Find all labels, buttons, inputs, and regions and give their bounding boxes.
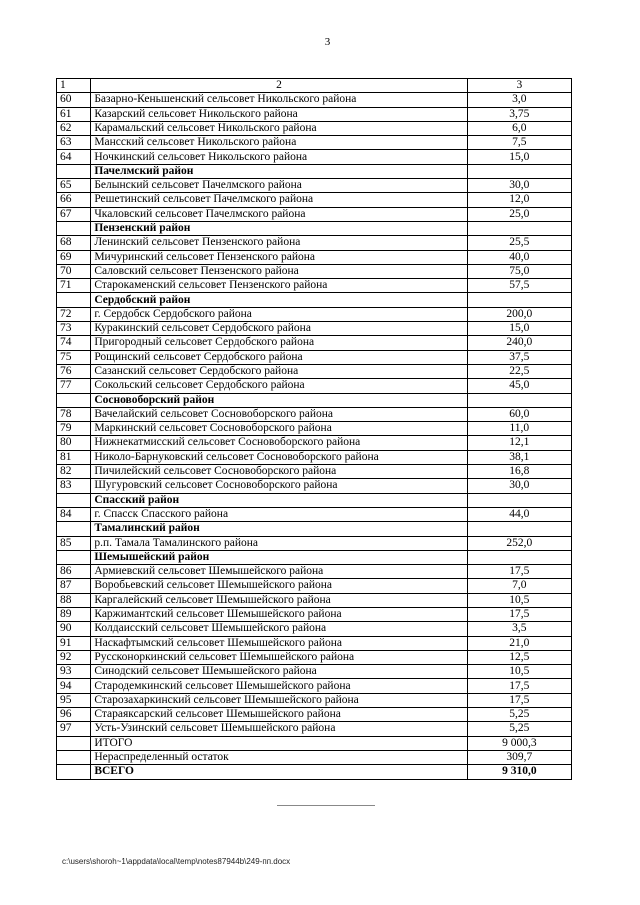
row-name: г. Сердобск Сердобского района [91, 307, 467, 321]
row-number [57, 164, 91, 178]
row-value: 309,7 [467, 750, 571, 764]
table-row [57, 565, 572, 579]
row-name: Мансский сельсовет Никольского района [91, 136, 467, 150]
row-value: 9 000,3 [467, 736, 571, 750]
header-col-1: 1 [57, 79, 91, 93]
table-row [57, 622, 572, 636]
row-value: 17,5 [467, 679, 571, 693]
row-name: Синодский сельсовет Шемышейского района [91, 665, 467, 679]
row-value: 40,0 [467, 250, 571, 264]
row-number: 70 [57, 264, 91, 278]
table-row [57, 193, 572, 207]
row-value: 37,5 [467, 350, 571, 364]
row-name: Шугуровский сельсовет Сосновоборского района [91, 479, 467, 493]
row-value: 45,0 [467, 379, 571, 393]
footnote-divider [277, 805, 375, 806]
section-row [57, 522, 572, 536]
row-value [467, 393, 571, 407]
table-row [57, 336, 572, 350]
page-number: 3 [324, 36, 331, 48]
row-name: Шемышейский район [91, 550, 467, 564]
table-row [57, 536, 572, 550]
table-row [57, 307, 572, 321]
row-value: 12,1 [467, 436, 571, 450]
row-name: Нераспределенный остаток [91, 750, 467, 764]
row-value: 15,0 [467, 150, 571, 164]
row-name: ИТОГО [91, 736, 467, 750]
row-name: г. Спасск Спасского района [91, 507, 467, 521]
row-number: 94 [57, 679, 91, 693]
row-name: Руссконоркинский сельсовет Шемышейского района [91, 650, 467, 664]
row-name: Карамальский сельсовет Никольского района [91, 121, 467, 135]
row-number: 90 [57, 622, 91, 636]
row-number: 84 [57, 507, 91, 521]
section-row [57, 164, 572, 178]
row-value [467, 550, 571, 564]
row-name: Казарский сельсовет Никольского района [91, 107, 467, 121]
row-number [57, 736, 91, 750]
row-value: 57,5 [467, 279, 571, 293]
row-value: 6,0 [467, 121, 571, 135]
row-name: Нижнекатмисский сельсовет Сосновоборского района [91, 436, 467, 450]
row-name: Саловский сельсовет Пензенского района [91, 264, 467, 278]
row-name: Тамалинский район [91, 522, 467, 536]
table-row [57, 93, 572, 107]
row-name: р.п. Тамала Тамалинского района [91, 536, 467, 550]
table-row [57, 750, 572, 764]
row-number: 85 [57, 536, 91, 550]
table-row [57, 179, 572, 193]
row-value: 12,0 [467, 193, 571, 207]
section-row [57, 221, 572, 235]
row-name: Пензенский район [91, 221, 467, 235]
row-value: 9 310,0 [467, 765, 571, 779]
table-row [57, 579, 572, 593]
row-number: 95 [57, 693, 91, 707]
row-number: 65 [57, 179, 91, 193]
row-value: 17,5 [467, 693, 571, 707]
row-value: 30,0 [467, 479, 571, 493]
row-name: Старозахаркинский сельсовет Шемышейского района [91, 693, 467, 707]
distribution-table [56, 78, 572, 780]
row-number: 62 [57, 121, 91, 135]
row-number [57, 750, 91, 764]
row-value: 12,5 [467, 650, 571, 664]
table-row [57, 136, 572, 150]
table-row [57, 665, 572, 679]
row-number: 89 [57, 607, 91, 621]
row-name: Воробьевский сельсовет Шемышейского района [91, 579, 467, 593]
row-name: Стародемкинский сельсовет Шемышейского района [91, 679, 467, 693]
row-name: Решетинский сельсовет Пачелмского района [91, 193, 467, 207]
table-row [57, 350, 572, 364]
row-value: 30,0 [467, 179, 571, 193]
row-name: Пачелмский район [91, 164, 467, 178]
row-value: 252,0 [467, 536, 571, 550]
row-name: Пичилейский сельсовет Сосновоборского района [91, 465, 467, 479]
row-value: 5,25 [467, 708, 571, 722]
row-value: 5,25 [467, 722, 571, 736]
table-row [57, 607, 572, 621]
table-row [57, 422, 572, 436]
table-row [57, 507, 572, 521]
table-row [57, 121, 572, 135]
row-value: 38,1 [467, 450, 571, 464]
row-number [57, 293, 91, 307]
table-row [57, 364, 572, 378]
row-number: 97 [57, 722, 91, 736]
row-number: 77 [57, 379, 91, 393]
table-header-row [57, 79, 572, 93]
row-value: 17,5 [467, 607, 571, 621]
section-row [57, 550, 572, 564]
row-name: Усть-Узинский сельсовет Шемышейского района [91, 722, 467, 736]
row-value: 25,5 [467, 236, 571, 250]
row-value: 16,8 [467, 465, 571, 479]
header-col-2: 2 [91, 79, 467, 93]
table-row [57, 465, 572, 479]
row-value: 15,0 [467, 322, 571, 336]
row-number [57, 765, 91, 779]
row-value: 200,0 [467, 307, 571, 321]
row-value: 25,0 [467, 207, 571, 221]
table-row [57, 379, 572, 393]
row-number: 80 [57, 436, 91, 450]
row-name: Чкаловский сельсовет Пачелмского района [91, 207, 467, 221]
row-name: Спасский район [91, 493, 467, 507]
row-number: 72 [57, 307, 91, 321]
row-value: 44,0 [467, 507, 571, 521]
row-value: 22,5 [467, 364, 571, 378]
table-row [57, 322, 572, 336]
table-row [57, 479, 572, 493]
table-row [57, 250, 572, 264]
row-number: 87 [57, 579, 91, 593]
row-name: Старокаменский сельсовет Пензенского района [91, 279, 467, 293]
section-row [57, 293, 572, 307]
row-value [467, 221, 571, 235]
row-name: Каргалейский сельсовет Шемышейского района [91, 593, 467, 607]
row-name: Наскафтымский сельсовет Шемышейского района [91, 636, 467, 650]
row-number [57, 522, 91, 536]
row-number: 69 [57, 250, 91, 264]
table-row [57, 636, 572, 650]
row-number: 67 [57, 207, 91, 221]
row-number: 74 [57, 336, 91, 350]
table-row [57, 279, 572, 293]
row-value: 3,0 [467, 93, 571, 107]
row-value: 240,0 [467, 336, 571, 350]
table-row [57, 736, 572, 750]
row-value: 60,0 [467, 407, 571, 421]
section-row [57, 493, 572, 507]
row-name: Сердобский район [91, 293, 467, 307]
row-number: 73 [57, 322, 91, 336]
row-number: 82 [57, 465, 91, 479]
row-name: Белынский сельсовет Пачелмского района [91, 179, 467, 193]
row-name: Вачелайский сельсовет Сосновоборского района [91, 407, 467, 421]
table-row [57, 107, 572, 121]
row-value: 75,0 [467, 264, 571, 278]
row-value: 11,0 [467, 422, 571, 436]
row-name: Ночкинский сельсовет Никольского района [91, 150, 467, 164]
table-row [57, 450, 572, 464]
table-row [57, 150, 572, 164]
row-number: 63 [57, 136, 91, 150]
row-value: 3,5 [467, 622, 571, 636]
footer-file-path: c:\users\shoroh~1\appdata\local\temp\notes87944b\249-пп.docx [62, 857, 291, 866]
row-name: Базарно-Кеньшенский сельсовет Никольского района [91, 93, 467, 107]
table-row [57, 407, 572, 421]
row-number: 86 [57, 565, 91, 579]
row-number [57, 493, 91, 507]
header-col-3: 3 [467, 79, 571, 93]
row-number: 75 [57, 350, 91, 364]
section-row [57, 393, 572, 407]
row-name: Николо-Барнуковский сельсовет Сосновоборского района [91, 450, 467, 464]
row-name: Сокольский сельсовет Сердобского района [91, 379, 467, 393]
row-value: 17,5 [467, 565, 571, 579]
row-number: 61 [57, 107, 91, 121]
row-name: Ленинский сельсовет Пензенского района [91, 236, 467, 250]
table-row [57, 264, 572, 278]
table-row [57, 236, 572, 250]
row-number: 91 [57, 636, 91, 650]
row-number: 64 [57, 150, 91, 164]
row-number [57, 550, 91, 564]
table-row [57, 679, 572, 693]
row-name: Рощинский сельсовет Сердобского района [91, 350, 467, 364]
row-number: 96 [57, 708, 91, 722]
table-row [57, 765, 572, 779]
table-row [57, 436, 572, 450]
row-value: 7,5 [467, 136, 571, 150]
row-number: 66 [57, 193, 91, 207]
row-number: 71 [57, 279, 91, 293]
row-value [467, 493, 571, 507]
row-number: 68 [57, 236, 91, 250]
row-name: Мичуринский сельсовет Пензенского района [91, 250, 467, 264]
row-number: 92 [57, 650, 91, 664]
row-name: Пригородный сельсовет Сердобского района [91, 336, 467, 350]
row-number: 79 [57, 422, 91, 436]
table-row [57, 708, 572, 722]
row-name: Сосновоборский район [91, 393, 467, 407]
row-value [467, 522, 571, 536]
row-value: 10,5 [467, 665, 571, 679]
row-value: 7,0 [467, 579, 571, 593]
row-number [57, 393, 91, 407]
row-name: Маркинский сельсовет Сосновоборского района [91, 422, 467, 436]
row-value: 21,0 [467, 636, 571, 650]
table-body [57, 79, 572, 780]
row-number [57, 221, 91, 235]
row-number: 83 [57, 479, 91, 493]
row-value: 3,75 [467, 107, 571, 121]
row-name: Стараяксарский сельсовет Шемышейского района [91, 708, 467, 722]
table-row [57, 650, 572, 664]
row-number: 93 [57, 665, 91, 679]
table-row [57, 722, 572, 736]
table-row [57, 693, 572, 707]
row-value: 10,5 [467, 593, 571, 607]
row-number: 60 [57, 93, 91, 107]
row-name: Сазанский сельсовет Сердобского района [91, 364, 467, 378]
row-number: 81 [57, 450, 91, 464]
row-value [467, 293, 571, 307]
row-name: Армиевский сельсовет Шемышейского района [91, 565, 467, 579]
row-name: ВСЕГО [91, 765, 467, 779]
row-number: 78 [57, 407, 91, 421]
row-name: Колдаисский сельсовет Шемышейского района [91, 622, 467, 636]
table-row [57, 207, 572, 221]
row-value [467, 164, 571, 178]
table-row [57, 593, 572, 607]
row-number: 76 [57, 364, 91, 378]
row-name: Каржимантский сельсовет Шемышейского района [91, 607, 467, 621]
row-name: Куракинский сельсовет Сердобского района [91, 322, 467, 336]
row-number: 88 [57, 593, 91, 607]
